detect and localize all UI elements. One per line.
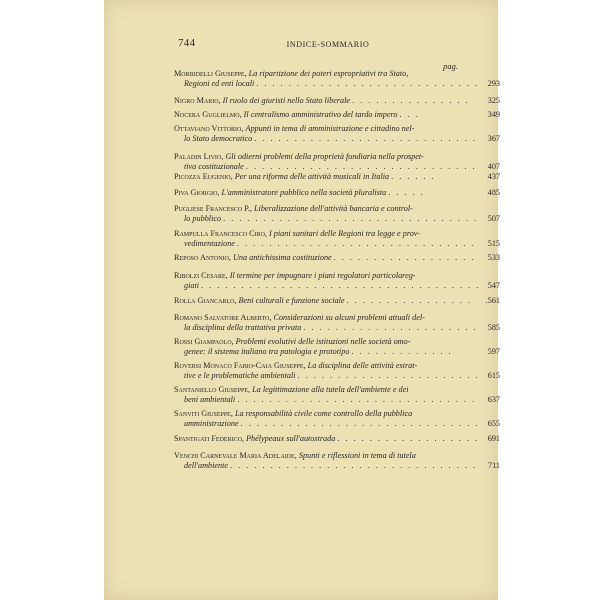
book-page	[104, 0, 498, 600]
toc-title-continuation: la disciplina della trattativa privata	[184, 323, 302, 333]
toc-page-number: 533	[487, 253, 500, 262]
toc-author: Romano Salvatore Alberto,	[174, 313, 272, 322]
toc-entry	[174, 313, 500, 334]
toc-title: Una antichissima costituzione	[232, 253, 332, 262]
toc-entry-line	[174, 79, 500, 89]
toc-page-number: 637	[487, 395, 500, 405]
toc-title-continuation: giati	[184, 281, 200, 291]
toc-entry-line	[174, 96, 500, 106]
toc-leader-dots: . . . . . . . . . . . . .	[351, 347, 453, 357]
toc-title: La ripartizione dei poteri espropriativi tra Stato,	[248, 69, 409, 78]
toc-leader-dots: . . . . . . . . . . . . . . . . . . . . . . . . . . . . . .	[237, 395, 476, 405]
toc-entry	[174, 296, 500, 306]
toc-author: Rossi Giampaolo,	[174, 337, 234, 346]
toc-entry	[174, 69, 500, 90]
toc-title: L'amministratore pubblico nella società pluralista	[221, 188, 387, 197]
toc-entry-line	[174, 124, 500, 134]
toc-author: Reposo Antonio,	[174, 253, 231, 262]
toc-entry-line	[174, 134, 500, 144]
toc-author: Sanviti Giuseppe,	[174, 409, 233, 418]
toc-leader-dots: . . . . . . . . . . . . . . . . . . . . . . .	[297, 371, 480, 381]
toc-entry	[174, 124, 500, 145]
toc-author: Nocera Guglielmo,	[174, 110, 242, 119]
toc-title: Il centralismo amministrativo del tardo impero	[243, 110, 398, 119]
toc-author: Ribolzi Cesare,	[174, 271, 228, 280]
toc-page-number: 515	[487, 239, 500, 249]
toc-author: Piva Giorgio,	[174, 188, 220, 197]
toc-title: I piani sanitari delle Regioni tra legge e prov-	[269, 229, 421, 238]
toc-leader-dots: . . . . . . . . . . . . . . . .	[346, 296, 472, 305]
toc-entry	[174, 409, 500, 430]
toc-page-number: 711	[488, 461, 500, 471]
toc-leader-dots: . . . . . .	[391, 172, 436, 181]
toc-entry-line	[174, 172, 500, 182]
toc-title-continuation: beni ambientali	[184, 395, 236, 405]
toc-leader-dots: . . . . . . . . . . . . . . . . . . . . . .	[303, 323, 478, 333]
toc-page-number: 691	[487, 434, 500, 443]
toc-title: Spunti e riflessioni in tema di tutela	[298, 451, 416, 460]
toc-entry-line	[174, 253, 500, 263]
toc-leader-dots: . . . . . . . . . . . . . . . . . .	[337, 434, 480, 443]
toc-leader-dots: . . . . . . . . . . . . . . . . . . . . . . . . . . . . . .	[240, 419, 480, 429]
toc-entry-line	[174, 110, 500, 120]
toc-leader-dots: . . . . . . . . . . . . . . . . . . . . . . . . . . . .	[256, 79, 479, 89]
toc-entry	[174, 204, 500, 225]
page-number: 744	[178, 37, 196, 49]
toc-entry-line	[174, 313, 500, 323]
toc-entry-line	[174, 69, 500, 79]
toc-page-number: 585	[487, 323, 500, 333]
toc-author: Rampulla Francesco Ciro,	[174, 229, 267, 238]
toc-entry	[174, 188, 500, 198]
toc-leader-dots: . . . . . . . . . . . . . . . . . . . . . . . . . . . . .	[245, 162, 477, 172]
toc-title-continuation: dell'ambiente	[184, 461, 229, 471]
toc-page-number: 349	[487, 110, 500, 119]
toc-entry	[174, 229, 500, 250]
toc-entry-line	[174, 461, 500, 471]
toc-page-number: 655	[487, 419, 500, 429]
toc-entry-line	[174, 395, 500, 405]
toc-title: Phélypeaux sull'autostrada	[246, 434, 336, 443]
toc-entry	[174, 385, 500, 406]
toc-leader-dots: . . . . . . . . . . . . . . . . . . . . . . . . . . . . . . .	[230, 461, 477, 471]
toc-entry-line	[174, 451, 500, 461]
toc-title-continuation: Regioni ed enti locali	[184, 79, 255, 89]
toc-entry-line	[174, 204, 500, 214]
toc-entry-line	[174, 281, 500, 291]
toc-entry-line	[174, 337, 500, 347]
toc-entry	[174, 253, 500, 263]
toc-author: Spantigati Federico,	[174, 434, 244, 443]
toc-page-number: 325	[487, 96, 500, 105]
toc-title: Considerazioni su alcuni problemi attuali del-	[273, 313, 425, 322]
toc-title: La legittimazione alla tutela dell'ambiente e dei	[252, 385, 409, 394]
toc-page-number: 615	[487, 371, 500, 381]
toc-author: Pugliese Francesco P.,	[174, 204, 252, 213]
toc-author: Venchi Carnevale Maria Adelaide,	[174, 451, 297, 460]
toc-leader-dots: . . . . . . . . . . . . . . . . . .	[333, 253, 476, 262]
running-title: INDICE-SOMMARIO	[286, 40, 370, 49]
toc-page-number: 437	[487, 172, 500, 181]
toc-entry-line	[174, 152, 500, 162]
toc-entry-line	[174, 419, 500, 429]
toc-title: Beni culturali e funzione sociale	[238, 296, 345, 305]
toc-author: Santaniello Giuseppe,	[174, 385, 251, 394]
toc-leader-dots: . . .	[399, 110, 420, 119]
toc-entry-line	[174, 188, 500, 198]
toc-entry-line	[174, 347, 500, 357]
toc-title-continuation: lo Stato democratico	[184, 134, 253, 144]
toc-entry	[174, 152, 500, 173]
toc-title: La responsabilità civile come controllo della pubblica	[234, 409, 413, 418]
toc-author: Nigro Mario,	[174, 96, 221, 105]
toc-page-number: 507	[487, 214, 500, 224]
toc-entry	[174, 96, 500, 106]
toc-entry	[174, 271, 500, 292]
toc-title-continuation: lo pubblico	[184, 214, 222, 224]
toc-leader-dots: . . . . . . . . . . . . . . . . . . . . . . . . . . . .	[254, 134, 477, 144]
toc-author: Roversi Monaco Fabio-Caia Giuseppe,	[174, 361, 306, 370]
toc-title: Appunti in tema di amministrazione e cittadino nel-	[245, 124, 415, 133]
toc-title: Il termine per impugnare i piani regolatori particolareg-	[229, 271, 416, 280]
toc-title: Liberalizzazione dell'attività bancaria e control-	[254, 204, 413, 213]
toc-entry	[174, 172, 500, 182]
toc-entry-line	[174, 434, 500, 444]
toc-entry	[174, 361, 500, 382]
toc-page-number: 485	[487, 188, 500, 197]
toc-title: Il ruolo dei giuristi nello Stato liberale	[222, 96, 351, 105]
toc-entry-line	[174, 239, 500, 249]
toc-leader-dots: . . . . . . . . . . . . . . . . . . . . . . . . . . . . . .	[236, 239, 476, 249]
toc-leader-dots: . . . . . . . . . . . . . . . . . . . . . . . . . . . . . . . . . . .	[201, 281, 481, 291]
toc-page-number: 367	[487, 134, 500, 144]
toc-title-continuation: tiva costituzionale	[184, 162, 244, 172]
toc-entry-line	[174, 214, 500, 224]
toc-entry-line	[174, 271, 500, 281]
toc-title-continuation: genee: il sistema italiano tra patologia e prototipo	[184, 347, 350, 357]
toc-author: Morbidelli Giuseppe,	[174, 69, 247, 78]
toc-entry-line	[174, 296, 500, 306]
toc-title: Problemi evolutivi delle istituzioni nelle società omo-	[235, 337, 411, 346]
toc-author: Rolla Giancarlo,	[174, 296, 237, 305]
toc-entry-line	[174, 323, 500, 333]
toc-title: Per una riforma delle attività musicali in Italia	[234, 172, 390, 181]
toc-leader-dots: . . . . . . . . . . . . . . .	[352, 96, 470, 105]
toc-entry-line	[174, 229, 500, 239]
toc-author: Ottaviano Vittorio,	[174, 124, 244, 133]
toc-author: Paladin Livio,	[174, 152, 224, 161]
toc-title: Gli odierni problemi della proprietà fondiaria nella prospet-	[225, 152, 424, 161]
toc-leader-dots: . . . . . . . . . . . . . . . . . . . . . . . . . . . . . . . .	[223, 214, 479, 224]
toc-entry-line	[174, 385, 500, 395]
toc-author: Picozza Eugenio,	[174, 172, 233, 181]
toc-entry	[174, 337, 500, 358]
toc-entry-line	[174, 371, 500, 381]
toc-page-number: 547	[487, 281, 500, 291]
toc-entry	[174, 110, 500, 120]
toc-page-number: 407	[487, 162, 500, 172]
toc-title: La disciplina delle attività estrat-	[307, 361, 418, 370]
toc-entry	[174, 434, 500, 444]
toc-leader-dots: . . . . .	[388, 188, 425, 197]
toc-title-continuation: vedimentazione	[184, 239, 235, 249]
toc-entry-line	[174, 361, 500, 371]
toc-title-continuation: amministrazione	[184, 419, 239, 429]
toc-page-number: 293	[487, 79, 500, 89]
toc-title-continuation: tive e le problematiche ambientali	[184, 371, 296, 381]
toc-page-number: 597	[487, 347, 500, 357]
pag-label: pag.	[443, 61, 458, 71]
toc-page-number: .561	[485, 296, 500, 305]
toc-entry-line	[174, 409, 500, 419]
toc-entry	[174, 451, 500, 472]
